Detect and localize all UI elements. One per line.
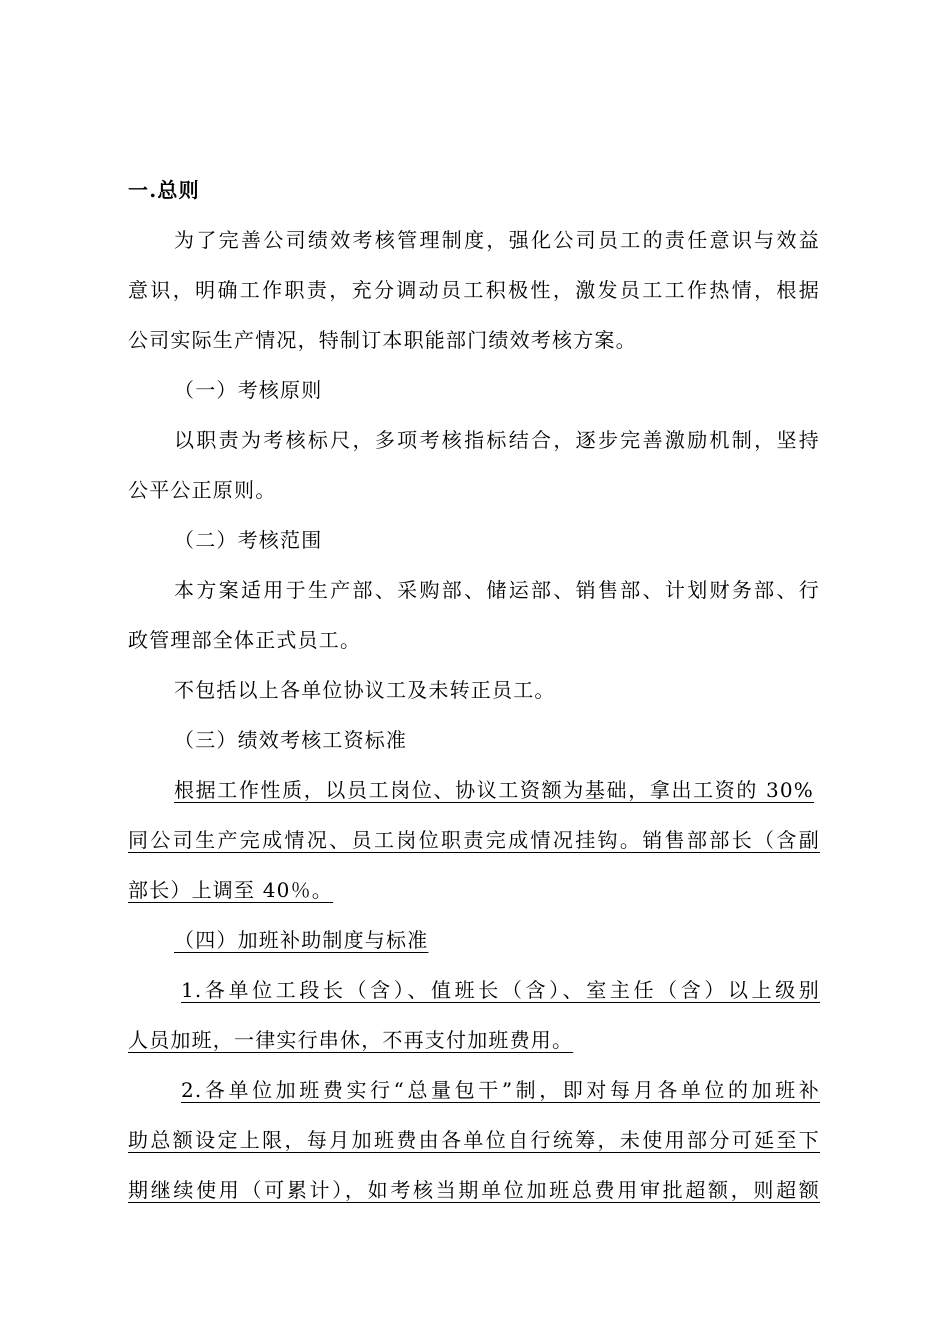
salary-heading: （三）绩效考核工资标准 (174, 728, 408, 752)
scope-heading: （二）考核范围 (174, 528, 323, 552)
intro-line-1: 为了完善公司绩效考核管理制度，强化公司员工的责任意识与效益 (174, 228, 820, 252)
scope-line-2: 政管理部全体正式员工。 (128, 628, 362, 652)
overtime-item-1-line-1: 1.各单位工段长（含）、值班长（含）、室主任（含）以上级别 (181, 978, 820, 1002)
salary-line-3: 部长）上调至 40％。 (128, 878, 334, 902)
overtime-item-2-line-2: 助总额设定上限，每月加班费由各单位自行统筹，未使用部分可延至下 (128, 1128, 820, 1152)
salary-line-1: 根据工作性质，以员工岗位、协议工资额为基础，拿出工资的 30% (174, 778, 814, 802)
principle-line-1: 以职责为考核标尺，多项考核指标结合，逐步完善激励机制，坚持 (174, 428, 820, 452)
principle-line-2: 公平公正原则。 (128, 478, 277, 502)
scope-line-1: 本方案适用于生产部、采购部、储运部、销售部、计划财务部、行 (174, 578, 820, 602)
intro-line-2: 意识，明确工作职责，充分调动员工积极性，激发员工工作热情，根据 (128, 278, 820, 302)
overtime-item-2-line-3: 期继续使用（可累计），如考核当期单位加班总费用审批超额，则超额 (128, 1178, 820, 1202)
overtime-item-2-line-1: 2.各单位加班费实行“总量包干”制，即对每月各单位的加班补 (181, 1078, 820, 1102)
section-title: 一.总则 (128, 178, 200, 202)
intro-line-3: 公司实际生产情况，特制订本职能部门绩效考核方案。 (128, 328, 637, 352)
scope-line-3: 不包括以上各单位协议工及未转正员工。 (174, 678, 556, 702)
principle-heading: （一）考核原则 (174, 378, 323, 402)
overtime-heading: （四）加班补助制度与标准 (174, 928, 429, 952)
salary-line-2: 同公司生产完成情况、员工岗位职责完成情况挂钩。销售部部长（含副 (128, 828, 820, 852)
overtime-item-1-line-2: 人员加班，一律实行串休，不再支付加班费用。 (128, 1028, 574, 1052)
